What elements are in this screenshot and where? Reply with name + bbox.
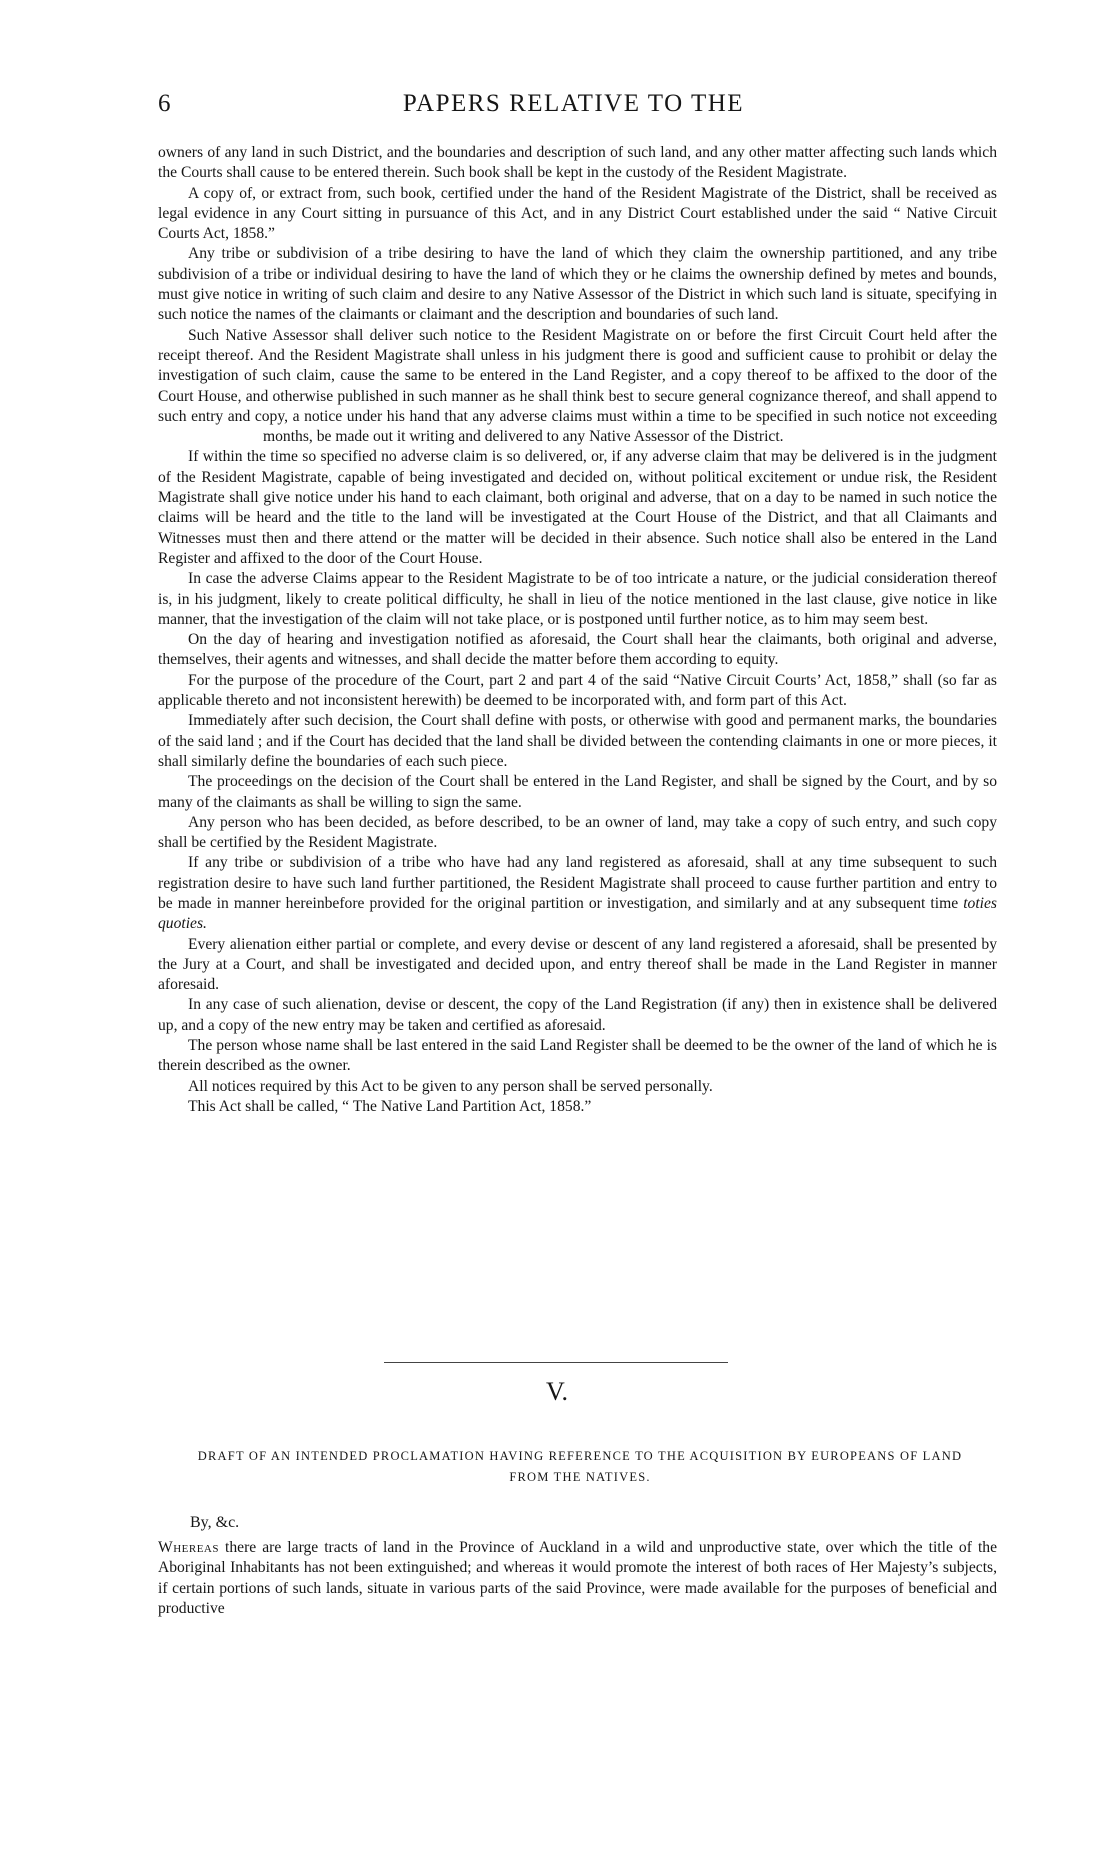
paragraph: Every alienation either partial or complete, and every devise or descent of any land registered a aforesaid, shall be presented by the Jury at a Court, and shall be investigated and decided upon, and entry thereof shall be made in the Land Register in manner aforesaid. <box>158 935 997 994</box>
paragraph: The proceedings on the decision of the Court shall be entered in the Land Register, and shall be signed by the Court, and by so many of the claimants as shall be willing to sign the same. <box>158 773 997 811</box>
paragraph: Any person who has been decided, as before described, to be an owner of land, may take a copy of such entry, and such copy shall be certified by the Resident Magistrate. <box>158 813 997 852</box>
section-number: V. <box>546 1377 568 1406</box>
opening-word: Whereas <box>158 1539 219 1556</box>
page-header <box>158 90 989 130</box>
paragraph <box>158 853 997 934</box>
paragraph-text: months, be made out it writing and delivered to any Native Assessor of the District. <box>263 428 784 446</box>
paragraph <box>158 326 997 448</box>
paragraph: If within the time so specified no adverse claim is so delivered, or, if any adverse claim that may be delivered is in the judgment of the Resident Magistrate, capable of being investigated and decided on, without political excitement or undue risk, the Resident Magistrate shall give notice under his hand to each claimant, both original and adverse, that on a day to be named in such notice the claims will be heard and the title to the land will be investigated at the Court House of the District, and that all Claimants and Witnesses must then and there attend or the matter will be decided in their absence. Such notice shall also be entered in the Land Register and affixed to the door of the Court House. <box>158 448 997 567</box>
paragraph-text: there are large tracts of land in the Province of Auckland in a wild and unproductive state, over which the title of the Aboriginal Inhabitants has not been extinguished; and whereas it would promote the interest of both races of Her Majesty’s subjects, if certain portions of such lands, situate in various parts of the said Province, were made available for the purposes of beneficial and productive <box>158 1539 997 1617</box>
paragraph: owners of any land in such District, and the boundaries and description of such land, and any other matter affecting such lands which the Courts shall cause to be entered therein. Such book shall be kept in the custody of the Resident Magistrate. <box>158 144 997 182</box>
greeting: By, &c. <box>190 1514 240 1531</box>
latin-phrase: toties quoties. <box>158 894 997 933</box>
section-caption: DRAFT OF AN INTENDED PROCLAMATION HAVING REFERENCE TO THE ACQUISITION BY EUROPEANS OF LAND FROM THE NATIVES. <box>197 1449 963 1484</box>
paragraph: All notices required by this Act to be given to any person shall be served personally. <box>188 1077 713 1095</box>
page-number: 6 <box>158 90 171 117</box>
paragraph-text: If any tribe or subdivision of a tribe who have had any land registered as aforesaid, shall at any time subsequent to such registration desire to have such land further partitioned, the Resident Magistrate shall proceed to cause further partition and entry to be made in manner hereinbefore provided for the original partition or investigation, and similarly and at any subsequent time <box>158 854 997 912</box>
paragraph: A copy of, or extract from, such book, certified under the hand of the Resident Magistrate of the District, shall be received as legal evidence in any Court sitting in pursuance of this Act, and in any District Court established under the said “ Native Circuit Courts Act, 1858.” <box>158 184 997 243</box>
paragraph-text: Such Native Assessor shall deliver such notice to the Resident Magistrate on or before the first Circuit Court held after the receipt thereof. And the Resident Magistrate shall unless in his judgment there is good and sufficient cause to prohibit or delay the investigation of such claim, cause the same to be entered in the Land Register, and a copy thereof to be affixed to the door of the Court House, and otherwise published in such manner as he shall think best to secure general cognizance thereof, and shall append to such entry and copy, a notice under his hand that any adverse claims must within a time to be specified in such notice not exceeding <box>158 326 997 425</box>
paragraph: For the purpose of the procedure of the Court, part 2 and part 4 of the said “Native Circuit Courts’ Act, 1858,” shall (so far as applicable thereto and not inconsistent herewith) be deemed to be incorporated with, and form part of this Act. <box>158 671 997 710</box>
paragraph: In any case of such alienation, devise or descent, the copy of the Land Registration (if any) then in existence shall be delivered up, and a copy of the new entry may be taken and certified as aforesaid. <box>158 996 997 1034</box>
proclamation-text <box>158 1538 997 1619</box>
paragraph: In case the adverse Claims appear to the Resident Magistrate to be of too intricate a nature, or the judicial consideration thereof is, in his judgment, likely to create political difficulty, he shall in lieu of the notice mentioned in the last clause, give notice in like manner, that the investigation of the claim will not take place, or is postponed until further notice, as to him may seem best. <box>158 570 997 628</box>
section-divider <box>384 1362 728 1363</box>
paragraph: The person whose name shall be last entered in the said Land Register shall be deemed to be the owner of the land of which he is therein described as the owner. <box>158 1037 997 1075</box>
act-body-text <box>158 143 997 1117</box>
paragraph: This Act shall be called, “ The Native Land Partition Act, 1858.” <box>188 1097 592 1115</box>
running-title: PAPERS RELATIVE TO THE <box>402 90 745 117</box>
paragraph: Immediately after such decision, the Court shall define with posts, or otherwise with good and permanent marks, the boundaries of the said land ; and if the Court has decided that the land shall be divided between the contending claimants in one or more pieces, it shall similarly define the boundaries of each such piece. <box>158 712 997 770</box>
paragraph: Any tribe or subdivision of a tribe desiring to have the land of which they claim the ownership partitioned, and any tribe subdivision of a tribe or individual desiring to have the land of which they or he claims the ownership defined by metes and bounds, must give notice in writing of such claim and desire to any Native Assessor of the District in which such land is situate, specifying in such notice the names of the claimants or claimant and the description and boundaries of such land. <box>158 245 997 324</box>
paragraph <box>158 1538 997 1619</box>
paragraph: On the day of hearing and investigation notified as aforesaid, the Court shall hear the claimants, both original and adverse, themselves, their agents and witnesses, and shall decide the matter before them according to equity. <box>158 631 997 669</box>
